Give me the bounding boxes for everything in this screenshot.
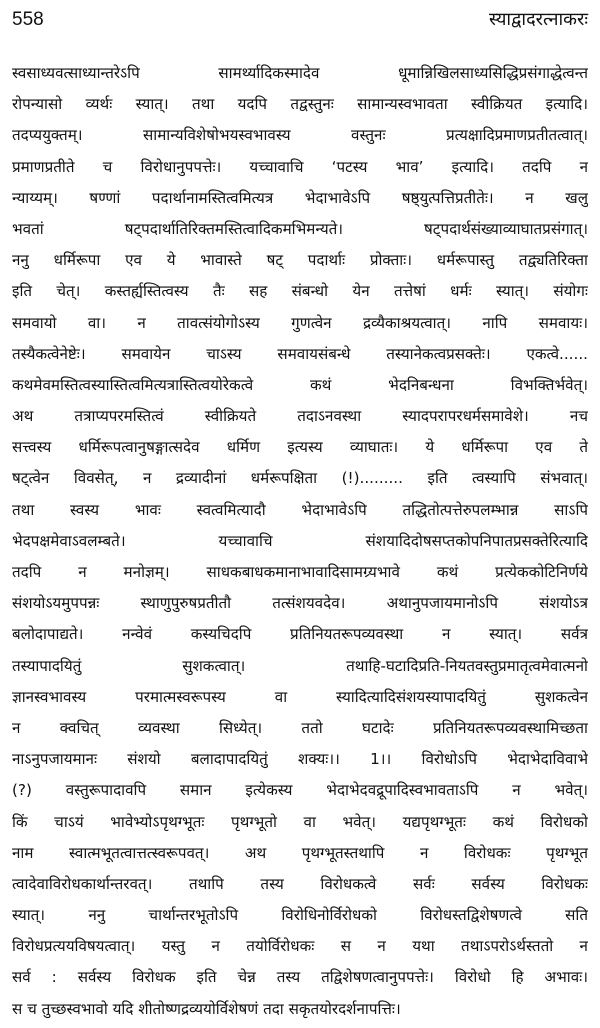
- text-line: किं चाऽयं भावेभ्योऽपृथग्भूतः पृथग्भूतो वा भवेत्। यद्यपृथग्भूतः कथं विरोधको: [12, 812, 588, 831]
- text-line: भवतां षट्पदार्थातिरिक्तमस्तित्वादिकमभिमन्यते। षट्पदार्थसंख्याव्याघातप्रसंगात्।: [12, 219, 588, 238]
- text-line: ज्ञानस्वभावस्य परमात्मस्वरूपस्य वा स्यादित्यादिसंशयस्यापादयितुं सुशकत्वेन: [12, 687, 588, 706]
- page-header: [12, 8, 588, 42]
- running-title: स्याद्वादरत्नाकरः: [488, 9, 588, 30]
- text-line: षट्त्वेन विवसेत्, न द्रव्यादीनां धर्मरूपक्षिता (!)......... इति त्वस्यापि संभवात्।: [12, 469, 588, 488]
- page-number: 558: [12, 9, 44, 30]
- text-line: सत्त्वस्य धर्मिरूपत्वानुषङ्गात्सदेव धर्मिण इत्यस्य व्याघातः। ये धर्मिरूपा एव ते: [12, 438, 588, 457]
- body-text: [12, 58, 588, 1025]
- text-line: कथमेवमस्तित्वस्यास्तित्वमित्यत्रास्तित्वयोरेकत्वे कथं भेदनिबन्धना विभक्तिर्भवेत्।: [12, 375, 588, 394]
- text-line: संशयोऽयमुपपन्नः स्थाणुपुरुषप्रतीतौ तत्संशयवदेव। अथानुपजायमानोऽपि संशयोऽत्र: [12, 594, 588, 613]
- text-line: स्यात्। ननु चार्थान्तरभूतोऽपि विरोधिनोर्विरोधको विरोधस्तद्विशेषणत्वे सति: [12, 906, 588, 925]
- text-line: इति चेत्। कस्तर्ह्यस्तित्वस्य तैः सह संबन्धो येन तत्तेषां धर्मः स्यात्। संयोगः: [12, 282, 588, 301]
- text-line: न क्वचित् व्यवस्था सिध्येत्। ततो घटादेः प्रतिनियतरूपव्यवस्थामिच्छता: [12, 718, 588, 737]
- text-line: प्रमाणप्रतीते च विरोधानुपपत्तेः। यच्चावाचि ‘पटस्य भाव’ इत्यादि। तदपि न: [12, 157, 588, 176]
- text-line: ननु धर्मिरूपा एव ये भावास्ते षट् पदार्थाः प्रोक्ताः। धर्मरूपास्तु तद्व्यतिरिक्ता: [12, 251, 588, 270]
- text-line: अथ तत्राप्यपरमस्तित्वं स्वीक्रियते तदाऽनवस्था स्यादपरापरधर्मसमावेशे। नच: [12, 407, 588, 426]
- text-line: तस्यैकत्वेनेष्टेः। समवायेन चाऽस्य समवायसंबन्धे तस्यानेकत्वप्रसक्तेः। एकत्वे......: [12, 344, 588, 363]
- text-line: त्वादेवाविरोधकार्थान्तरवत्। तथापि तस्य विरोधकत्वे सर्वः सर्वस्य विरोधकः: [12, 874, 588, 893]
- text-line: तथा स्वस्य भावः स्वत्वमित्यादौ भेदाभावेऽपि तद्धितोत्पत्तेरुपलम्भान्न साऽपि: [12, 500, 588, 519]
- text-line: विरोधप्रत्ययविषयत्वात्। यस्तु न तयोर्विरोधकः स न यथा तथाऽपरोऽर्थस्ततो न: [12, 937, 588, 956]
- text-line: तदपि न मनोज्ञम्। साधकबाधकमानाभावादिसामग्र्यभावे कथं प्रत्येककोटिनिर्णये: [12, 563, 588, 581]
- text-line: तदप्ययुक्तम्। सामान्यविशेषोभयस्वभावस्य वस्तुनः प्रत्यक्षादिप्रमाणप्रतीतत्वात्।: [12, 126, 588, 145]
- text-line: रोपन्यासो व्यर्थः स्यात्। तथा यदपि तद्वस्तुनः सामान्यस्वभावता स्वीक्रियत इत्यादि।: [12, 95, 588, 114]
- text-line: स च तुच्छस्वभावो यदि शीतोष्णद्रव्ययोर्विशेषणं तदा सकृतयोरदर्शनापत्तिः।: [12, 999, 401, 1018]
- text-line: नाऽनुपजायमानः संशयो बलादापादयितुं शक्यः।। 1।। विरोधोऽपि भेदाभेदाविवाभे: [12, 750, 588, 769]
- text-line: (?) वस्तुरूपादावपि समान इत्येकस्य भेदाभेदवद्रूपादिस्वभावताऽपि न भवेत्।: [12, 781, 588, 800]
- text-line: सर्व : सर्वस्य विरोधक इति चेन्न तस्य तद्विशेषणत्वानुपपत्तेः। विरोधो हि अभावः।: [12, 968, 588, 987]
- text-line: नाम स्वात्मभूतत्वात्तत्स्वरूपवत्। अथ पृथग्भूतस्तथापि न विरोधकः पृथग्भूत: [12, 843, 588, 862]
- text-line: भेदपक्षमेवाऽवलम्बते। यच्चावाचि संशयादिदोषसप्तकोपनिपातप्रसक्तेरित्यादि: [12, 531, 588, 550]
- text-line: बलोदापाद्यते। नन्वेवं कस्यचिदपि प्रतिनियतरूपव्यवस्था न स्यात्। सर्वत्र: [12, 625, 588, 644]
- text-line: न्याय्यम्। षण्णां पदार्थानामस्तित्वमित्यत्र भेदाभावेऽपि षष्ठ्युत्पत्तिप्रतीतेः। न खलु: [12, 188, 588, 207]
- text-line: तस्यापादयितुं सुशकत्वात्। तथाहि-घटादिप्रति-नियतवस्तुप्रमातृत्वमेवात्मनो: [12, 656, 588, 675]
- text-line: स्वसाध्यवत्साध्यान्तरेऽपि सामर्थ्यादिकस्मादेव धूमान्निखिलसाध्यसिद्धिप्रसंगाद्धेत्वन्त: [12, 64, 588, 82]
- text-line: समवायो वा। न तावत्संयोगोऽस्य गुणत्वेन द्रव्यैकाश्रयत्वात्। नापि समवायः।: [12, 313, 588, 332]
